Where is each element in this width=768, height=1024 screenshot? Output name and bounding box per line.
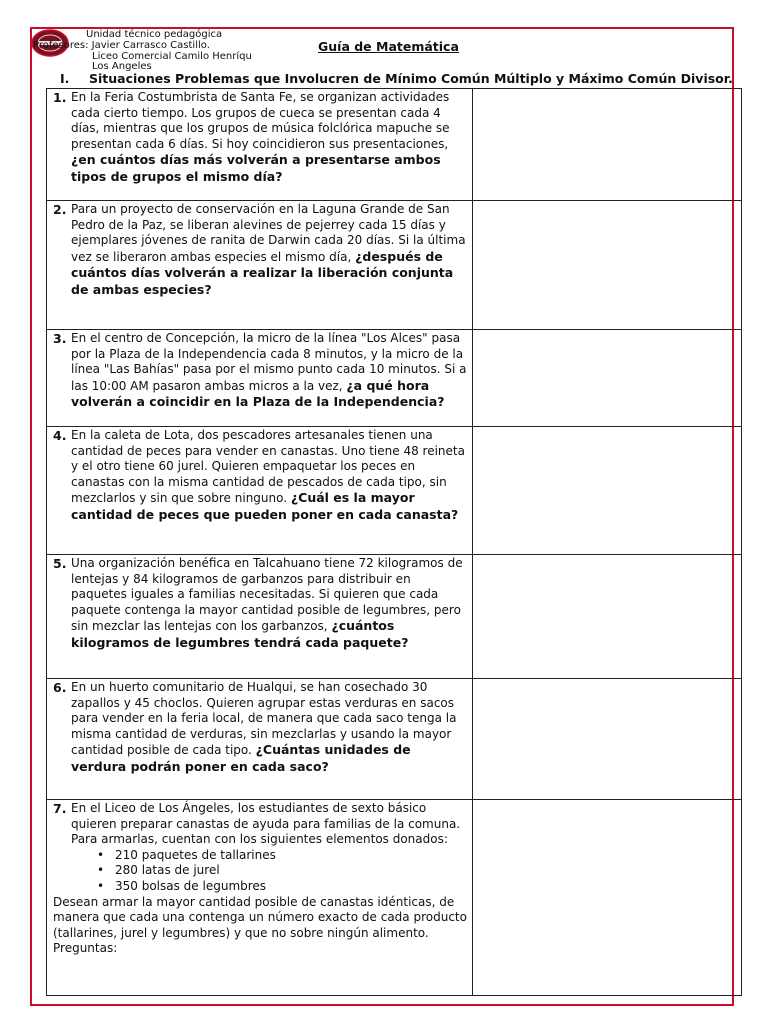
section-number: I. <box>60 71 70 86</box>
answer-cell[interactable] <box>473 555 742 679</box>
answer-cell[interactable] <box>473 679 742 800</box>
question-prompt: ¿en cuántos días más volverán a presentarse ambos tipos de grupos el mismo día? <box>71 152 441 184</box>
section-title: Situaciones Problemas que Involucren de Mínimo Común Múltiplo y Máximo Común Divisor. <box>89 71 733 86</box>
question-number: 5. <box>53 556 67 571</box>
list-item: • 210 paquetes de tallarines <box>115 848 468 864</box>
question-statement: Una organización benéfica en Talcahuano tiene 72 kilogramos de lentejas y 84 kilogramos de garbanzos para distribuir en paquetes iguales a familias necesitadas. Si quieren que cada paquete contenga la mayor cantidad posible de legumbres, pero sin mezclar las lentejas con los garbanzos, <box>71 556 463 634</box>
question-number: 7. <box>53 801 67 816</box>
question-cell <box>47 679 473 800</box>
table-row <box>47 427 742 555</box>
answer-cell[interactable] <box>473 89 742 201</box>
table-row <box>47 800 742 996</box>
table-row <box>47 679 742 800</box>
question-number: 3. <box>53 331 67 346</box>
question-cell <box>47 800 473 996</box>
question-statement: En el centro de Concepción, la micro de la línea "Los Alces" pasa por la Plaza de la Independencia cada 8 minutos, y la micro de la línea "Las Bahías" pasa por el mismo punto cada 10 minutos. Si a las 10:00 AM pasaron ambas micros a la vez, <box>71 331 467 393</box>
question-cell <box>47 89 473 201</box>
question-prompt: ¿Cuántas unidades de verdura podrán poner en cada saco? <box>71 742 411 774</box>
page-title: Guía de Matemática <box>318 39 459 54</box>
question-number: 2. <box>53 202 67 217</box>
table-row <box>47 89 742 201</box>
question-statement: Para un proyecto de conservación en la Laguna Grande de San Pedro de la Paz, se liberan alevines de pejerrey cada 15 días y ejemplares jóvenes de ranita de Darwin cada 20 días. Si la última vez se liberaron ambas especies el mismo día, <box>71 202 466 264</box>
list-item: • 280 latas de jurel <box>115 863 468 879</box>
question-prompt: ¿después de cuántos días volverán a realizar la liberación conjunta de ambas especies? <box>71 248 454 297</box>
question-statement: En la caleta de Lota, dos pescadores artesanales tienen una cantidad de peces para vender en canastas. Uno tiene 48 reineta y el otro tiene 60 jurel. Quieren empaquetar los peces en canastas con la misma cantidad de pescados de cada tipo, sin mezclarlos y sin que sobre ninguno. <box>71 428 465 506</box>
question-cell <box>47 427 473 555</box>
question-prompt: ¿Cuál es la mayor cantidad de peces que pueden poner en cada canasta? <box>71 490 459 522</box>
question-cell <box>47 201 473 330</box>
question-cell <box>47 555 473 679</box>
table-row <box>47 330 742 427</box>
question-statement: En un huerto comunitario de Hualqui, se han cosechado 30 zapallos y 45 choclos. Quieren agrupar estas verduras en sacos para vender en la feria local, de manera que cada saco tenga la misma cantidad de verduras, sin mezclarlas y usando la mayor cantidad posible de cada tipo. <box>71 680 457 758</box>
answer-cell[interactable] <box>473 201 742 330</box>
list-item: • 350 bolsas de legumbres <box>115 879 468 895</box>
answer-cell[interactable] <box>473 427 742 555</box>
questions-table <box>46 88 742 996</box>
header-school: Liceo Comercial Camilo Henríqu <box>92 51 252 62</box>
header-unit: Unidad técnico pedagógica <box>86 29 223 40</box>
section-heading <box>60 71 733 86</box>
answer-cell[interactable] <box>473 330 742 427</box>
question-cell <box>47 330 473 427</box>
questions-label: Preguntas: <box>53 941 118 956</box>
answer-cell[interactable] <box>473 800 742 996</box>
table-row <box>47 201 742 330</box>
question-prompt: ¿a qué hora volverán a coincidir en la Plaza de la Independencia? <box>71 377 445 410</box>
header-city: Los Angeles <box>92 61 152 72</box>
question-details: Desean armar la mayor cantidad posible de canastas idénticas, de manera que cada una contenga un número exacto de cada producto (tallarines, jurel y legumbres) y que no sobre ningún alimento. <box>53 894 467 940</box>
question-number: 6. <box>53 680 67 695</box>
question-number: 1. <box>53 90 67 105</box>
question-prompt: ¿cuántos kilogramos de legumbres tendrá cada paquete? <box>71 618 409 650</box>
header-professors: Profesores: Javier Carrasco Castillo. <box>33 40 210 51</box>
question-number: 4. <box>53 428 67 443</box>
question-statement: En la Feria Costumbrista de Santa Fe, se organizan actividades cada cierto tiempo. Los grupos de cueca se presentan cada 4 días, mientras que los grupos de música folclórica mapuche se presentan cada 6 días. Si hoy coincidieron sus presentaciones, <box>71 90 450 151</box>
table-row <box>47 555 742 679</box>
question-statement: En el Liceo de Los Ángeles, los estudiantes de sexto básico quieren preparar canastas de ayuda para familias de la comuna. Para armarlas, cuentan con los siguientes elementos donados: <box>71 801 461 847</box>
donation-list <box>71 848 468 895</box>
